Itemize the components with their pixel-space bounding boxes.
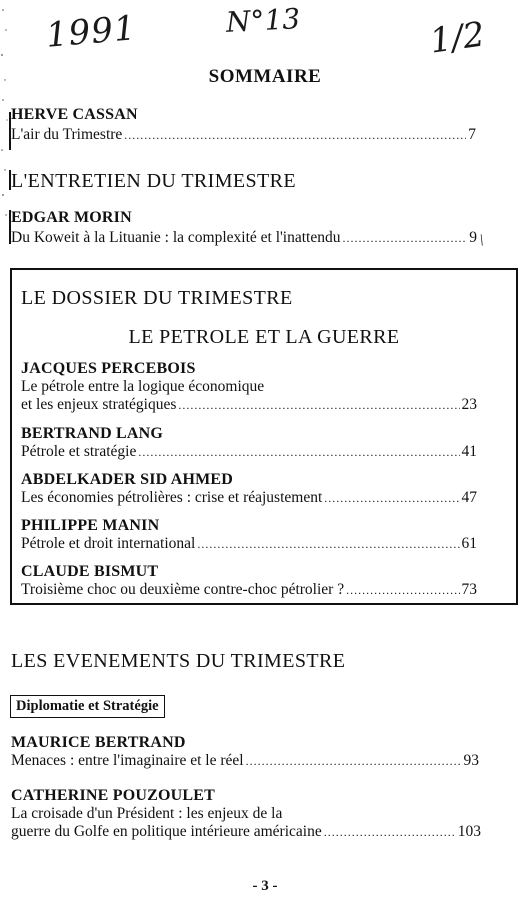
author-name: JACQUES PERCEBOIS [21, 360, 196, 377]
entry-page: 23 [461, 396, 477, 413]
entry-title: L'air du Trimestre [11, 126, 123, 143]
entry-title: guerre du Golfe en politique intérieure américaine [11, 823, 322, 840]
author-name: EDGAR MORIN [11, 209, 132, 226]
leader-dots [178, 398, 459, 413]
toc-entry[interactable] [11, 229, 477, 247]
section-heading-entretien: L'ENTRETIEN DU TRIMESTRE [11, 170, 297, 192]
leader-dots [197, 537, 459, 552]
entry-page: 47 [461, 489, 477, 506]
author-name: MAURICE BERTRAND [11, 734, 186, 751]
entry-title-line: Le pétrole entre la logique économique [21, 378, 265, 395]
author-name: ABDELKADER SID AHMED [21, 471, 234, 488]
entry-page: 103 [457, 823, 481, 840]
leader-dots [346, 583, 459, 598]
handwritten-year: 1991 [44, 8, 139, 56]
leader-dots [246, 754, 462, 769]
entry-title: et les enjeux stratégiques [21, 396, 177, 413]
toc-entry[interactable] [21, 396, 477, 414]
leader-dots [324, 491, 459, 506]
entry-title: Les économies pétrolières : crise et réajustement [21, 489, 323, 506]
handwritten-tick: / [476, 231, 488, 250]
section-heading-dossier: LE DOSSIER DU TRIMESTRE [21, 287, 293, 309]
handwritten-issue: N°13 [225, 2, 301, 39]
category-badge: Diplomatie et Stratégie [10, 695, 165, 718]
toc-entry[interactable] [11, 126, 476, 144]
leader-dots [124, 128, 466, 143]
entry-page: 73 [461, 581, 477, 598]
toc-entry[interactable] [21, 581, 477, 599]
author-name: CLAUDE BISMUT [21, 563, 159, 580]
dossier-subtitle: LE PETROLE ET LA GUERRE [128, 326, 400, 348]
entry-page: 7 [468, 126, 476, 143]
leader-dots [324, 825, 456, 840]
handwritten-fraction: 1/2 [427, 14, 488, 62]
toc-entry[interactable] [21, 443, 477, 461]
leader-dots [342, 231, 467, 246]
entry-title: Troisième choc ou deuxième contre-choc pétrolier ? [21, 581, 345, 598]
page-number: - 3 - [252, 878, 278, 894]
entry-title: Pétrole et droit international [21, 535, 196, 552]
toc-entry[interactable] [11, 823, 481, 841]
entry-title-line: La croisade d'un Président : les enjeux de la [11, 805, 283, 822]
entry-page: 93 [463, 752, 479, 769]
author-name: PHILIPPE MANIN [21, 517, 160, 534]
entry-title: Du Koweit à la Lituanie : la complexité et l'inattendu [11, 229, 341, 246]
leader-dots [138, 445, 459, 460]
entry-page: 61 [461, 535, 477, 552]
entry-title: Pétrole et stratégie [21, 443, 137, 460]
toc-entry[interactable] [11, 752, 479, 770]
author-name: HERVE CASSAN [11, 106, 138, 123]
toc-entry[interactable] [21, 535, 477, 553]
author-name: BERTRAND LANG [21, 425, 164, 442]
page-title: SOMMAIRE [208, 66, 322, 87]
author-name: CATHERINE POUZOULET [11, 787, 215, 804]
toc-entry[interactable] [21, 489, 477, 507]
entry-page: 9 [469, 229, 477, 246]
entry-title: Menaces : entre l'imaginaire et le réel [11, 752, 244, 769]
entry-page: 41 [461, 443, 477, 460]
section-heading-evenements: LES EVENEMENTS DU TRIMESTRE [11, 650, 346, 672]
